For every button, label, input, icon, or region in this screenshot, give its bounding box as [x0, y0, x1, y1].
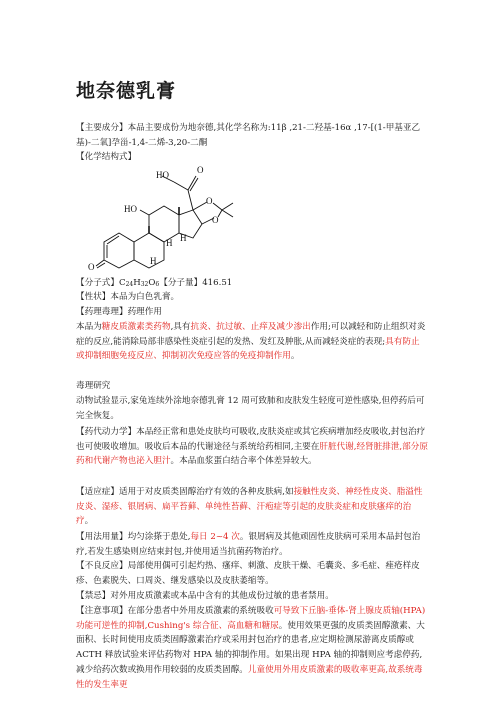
formula-o-count: 6 — [155, 281, 160, 288]
pharm-text-e: 作用;可以减轻和防止组织对炎症的反应,能消除局部非感染性炎症引起的发热、发红及肿胀,从而减轻炎症的表现; — [76, 322, 426, 347]
atom-label-ho-top: HO — [156, 170, 169, 180]
pharmacology-paragraph — [76, 320, 428, 364]
chemical-structure-diagram — [76, 160, 306, 272]
atom-label-h2: H — [180, 233, 187, 243]
atom-label-o3: O — [212, 215, 219, 225]
pharm-text-a: 本品为 — [76, 322, 102, 332]
ind-text-c: 。 — [84, 516, 94, 527]
indications-paragraph — [76, 485, 428, 529]
precautions-paragraph — [76, 604, 428, 692]
atom-label-h3: H — [150, 256, 157, 266]
prec-text-b: 可导致下丘脑-垂体-肾上腺皮质轴(HPA)功能可逆性的抑制,Cushing's 综合征、高血糖和糖尿 — [76, 606, 426, 631]
atom-label-h1: H — [166, 238, 173, 248]
properties-label: 【性状】 — [76, 292, 111, 302]
main-ingredient-section — [76, 121, 428, 150]
structure-label: 【化学结构式】 — [76, 152, 137, 162]
formula-c: C — [118, 278, 126, 288]
pharm-text-c: ,具有 — [170, 322, 191, 332]
weight-label: 【分子量】 — [159, 278, 203, 288]
prec-text-a: 【注意事项】在部分患者中外用皮质激素的系统吸收 — [76, 606, 274, 616]
atom-label-o1: O — [197, 165, 204, 175]
pk-text-b: 肝脏代谢,经肾脏排泄,部分原药和代谢产物也泌入胆汁 — [76, 441, 428, 467]
atom-label-o2: O — [206, 196, 213, 206]
pharm-text-g: 。 — [290, 351, 300, 362]
formula-label: 【分子式】 — [76, 278, 119, 288]
pk-text-c: 。本品血浆蛋白结合率个体差异较大。 — [170, 456, 317, 467]
formula-o: O — [148, 278, 156, 288]
pharm-text-b: 糖皮质激素类药物 — [101, 322, 171, 332]
formula-h: H — [133, 278, 141, 288]
contraindications-paragraph: 【禁忌】对外用皮质激素或本品中含有的其他成份过敏的患者禁用。 — [76, 591, 334, 601]
molecular-weight: 416.51 — [202, 278, 233, 288]
pk-text-a: 【药代动力学】本品经正常和患处皮肤均可吸收,皮肤炎症或其它疾病增加经皮吸收,封包治疗也可使吸收增加。吸收后本品的代谢途径与系统给药相同,主要在 — [76, 427, 426, 452]
toxicology-heading: 毒理研究 — [76, 381, 111, 391]
formula-h-count: 32 — [140, 281, 149, 288]
atom-label-o4: O — [88, 262, 95, 272]
pharm-tox-heading: 【药理毒理】药理作用 — [76, 307, 162, 317]
properties-text: 本品为白色乳膏。 — [110, 292, 180, 302]
pharm-text-f: 具有防止或抑制细胞免疫反应、抑制初次免疫应答的免疫抑制作用 — [76, 336, 420, 362]
ind-text-b: 接触性皮炎、神经性皮炎、脂溢性皮炎、湿疹、银屑病、扁平苔藓、单纯性苔藓、汗疱症等引起的皮肤炎症和皮肤瘙痒的治疗 — [76, 487, 423, 527]
page-title: 地奈德乳膏 — [76, 80, 177, 102]
formula-c-count: 24 — [125, 281, 134, 288]
adverse-reactions-paragraph: 【不良反应】局部使用偶可引起灼热、瘙痒、刺激、皮肤干燥、毛囊炎、多毛症、痤疮样皮疹、色素脱失、口周炎、继发感染以及皮肤萎缩等。 — [76, 561, 420, 586]
toxicology-paragraph: 动物试验显示,家兔连续外涂地奈德乳膏 12 周可致肺和皮肤发生轻度可逆性感染,但停药后可完全恢复。 — [76, 396, 425, 421]
main-ingredient-label: 【主要成分】 — [76, 123, 128, 133]
main-ingredient-text: 本品主要成份为地奈德,其化学名称为:11β ,21-二羟基-16α ,17-[(1-甲基亚乙基)-二氧]孕甾-1,4-二烯-3,20-二酮 — [76, 123, 421, 148]
prec-text-d: 儿童使用外用皮质激素的吸收率更高,故系统毒性的发生率更 — [76, 664, 423, 690]
properties-line — [76, 290, 428, 305]
atom-label-ho-left: HO — [124, 204, 137, 214]
prec-text-c: 。使用效果更强的皮质类固醇激素、大面积、长时间使用皮质类固醇激素治疗或采用封包治疗的患者,应定期检测尿游离皮质醇或 ACTH 释放试验来评估药物对 HPA 轴的抑制作用。如果出现 HPA 轴的抑制则应考虑停药,减少给药次数或换用作用较弱的皮质类固醇。 — [76, 620, 425, 675]
pharm-text-d: 抗炎、抗过敏、止痒及减少渗出 — [190, 322, 311, 332]
dosage-paragraph — [76, 530, 428, 559]
dosage-text-a: 【用法用量】均匀涂搽于患处, — [76, 532, 191, 542]
ind-text-a: 【适应症】适用于对皮质类固醇治疗有效的各种皮肤病,如 — [76, 487, 294, 497]
dosage-text-c: 。银屑病及其他顽固性皮肤病可采用本品封包治疗,若发生感染则应结束封包,并使用适当抗菌药物治疗。 — [76, 532, 421, 557]
pharmacokinetics-paragraph — [76, 425, 428, 469]
dosage-text-b: 每日 2~4 次 — [190, 532, 240, 542]
